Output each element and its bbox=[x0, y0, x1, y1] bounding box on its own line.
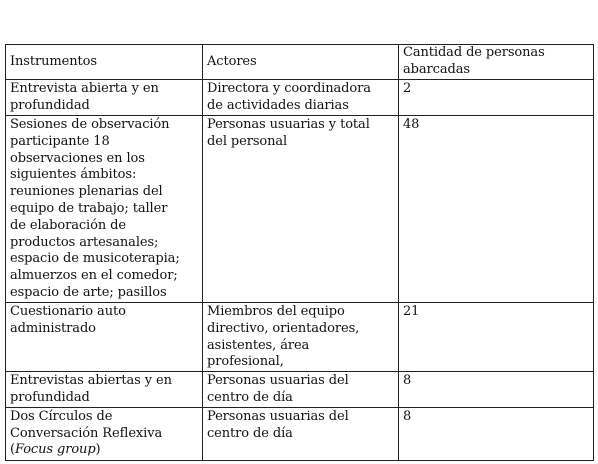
cell-line: participante 18 bbox=[10, 133, 110, 149]
cell-actores bbox=[203, 303, 399, 372]
header-instrumentos bbox=[6, 45, 203, 80]
cell-actores bbox=[203, 116, 399, 303]
cell-line: centro de día bbox=[207, 425, 293, 441]
header-actores-text: Actores bbox=[207, 53, 257, 69]
cell-line: profundidad bbox=[10, 97, 90, 113]
cell-line: Entrevistas abiertas y en bbox=[10, 373, 172, 389]
cell-instrumento bbox=[6, 372, 203, 408]
cell-line: de elaboración de bbox=[10, 217, 126, 233]
cell-line: productos artesanales; bbox=[10, 234, 159, 250]
research-instruments-table-container bbox=[5, 44, 593, 461]
cell-line: Miembros del equipo bbox=[207, 304, 345, 319]
paren-close: ) bbox=[95, 442, 101, 458]
table-row bbox=[6, 303, 594, 372]
cell-instrumento bbox=[6, 116, 203, 303]
cell-value: 21 bbox=[403, 304, 420, 319]
cell-line: equipo de trabajo; taller bbox=[10, 200, 168, 216]
cell-line-focus-group bbox=[10, 442, 198, 459]
cell-line: directivo, orientadores, bbox=[207, 320, 360, 336]
cell-cantidad bbox=[399, 116, 594, 303]
cell-line: del personal bbox=[207, 133, 288, 149]
table-row bbox=[6, 80, 594, 116]
cell-line: Personas usuarias del bbox=[207, 373, 349, 389]
cell-line: observaciones en los bbox=[10, 150, 145, 166]
cell-value: 2 bbox=[403, 81, 412, 96]
cell-line: Personas usuarias del bbox=[207, 408, 349, 424]
research-instruments-table bbox=[5, 44, 594, 461]
cell-line: espacio de arte; pasillos bbox=[10, 284, 167, 300]
cell-cantidad bbox=[399, 80, 594, 116]
cell-line: Dos Círculos de bbox=[10, 408, 113, 424]
cell-value: 48 bbox=[403, 117, 420, 132]
cell-line: profundidad bbox=[10, 389, 90, 405]
cell-line: Directora y coordinadora bbox=[207, 81, 371, 96]
cell-line: profesional, bbox=[207, 354, 284, 370]
cell-line: asistentes, área bbox=[207, 337, 310, 353]
cell-line: Sesiones de observación bbox=[10, 117, 170, 132]
cell-line: administrado bbox=[10, 320, 96, 336]
paren-open: ( bbox=[10, 442, 15, 458]
cell-actores bbox=[203, 372, 399, 408]
cell-line: Cuestionario auto bbox=[10, 304, 126, 319]
cell-actores bbox=[203, 80, 399, 116]
cell-line: reuniones plenarias del bbox=[10, 184, 163, 200]
cell-cantidad bbox=[399, 407, 594, 460]
header-cantidad-line: abarcadas bbox=[403, 61, 470, 77]
table-header-row bbox=[6, 45, 594, 80]
cell-line: siguientes ámbitos: bbox=[10, 167, 137, 183]
cell-cantidad bbox=[399, 303, 594, 372]
focus-group-italic: Focus group bbox=[14, 442, 96, 458]
cell-cantidad bbox=[399, 372, 594, 408]
cell-line: almuerzos en el comedor; bbox=[10, 268, 178, 284]
header-cantidad-line: Cantidad de personas bbox=[403, 45, 545, 60]
cell-line: de actividades diarias bbox=[207, 97, 349, 113]
cell-line: Personas usuarias y total bbox=[207, 117, 370, 132]
cell-line: Conversación Reflexiva bbox=[10, 425, 163, 441]
cell-value: 8 bbox=[403, 408, 412, 424]
cell-line: espacio de musicoterapia; bbox=[10, 251, 180, 267]
table-row bbox=[6, 372, 594, 408]
table-row bbox=[6, 116, 594, 303]
cell-instrumento bbox=[6, 407, 203, 460]
header-instrumentos-text: Instrumentos bbox=[10, 53, 97, 69]
cell-line: Entrevista abierta y en bbox=[10, 81, 159, 96]
cell-instrumento bbox=[6, 303, 203, 372]
cell-actores bbox=[203, 407, 399, 460]
header-actores bbox=[203, 45, 399, 80]
cell-line: centro de día bbox=[207, 389, 293, 405]
header-cantidad bbox=[399, 45, 594, 80]
cell-value: 8 bbox=[403, 373, 412, 389]
table-row bbox=[6, 407, 594, 460]
cell-instrumento bbox=[6, 80, 203, 116]
